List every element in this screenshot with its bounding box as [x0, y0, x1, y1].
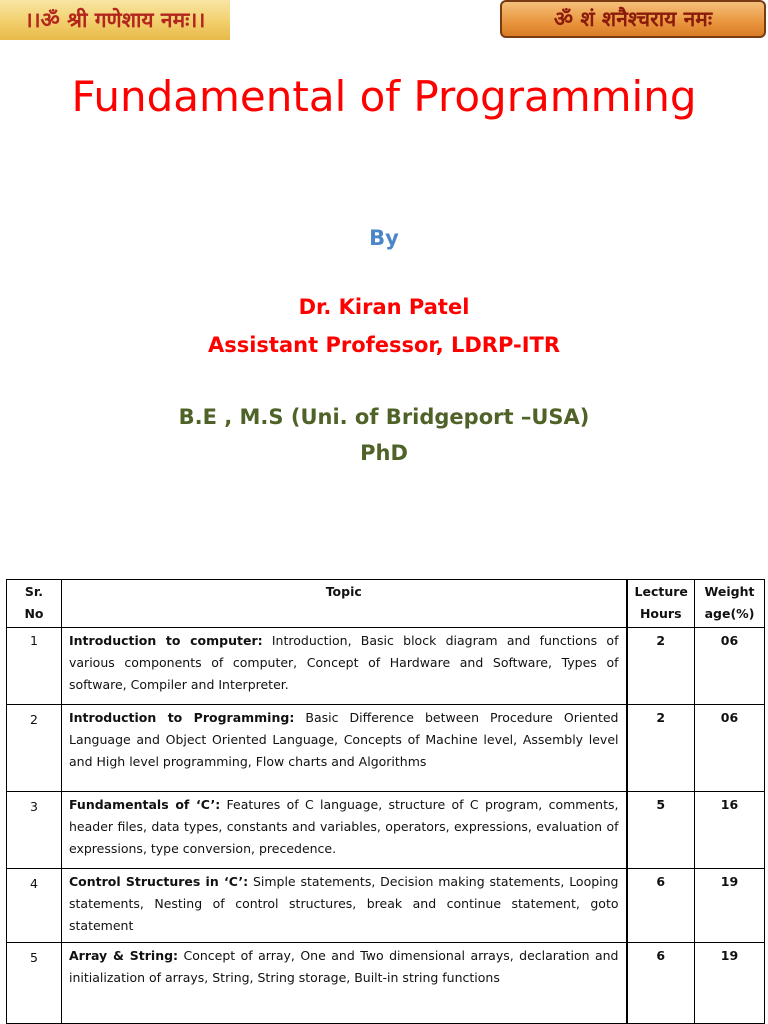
- table-row: [7, 943, 765, 1024]
- row-topic: [62, 869, 627, 943]
- row-topic: [62, 628, 627, 705]
- table-header-row: [7, 580, 765, 628]
- row-weightage: 19: [695, 943, 765, 1024]
- topic-heading: Fundamentals of ‘C’:: [69, 797, 221, 812]
- header-lecture-hours: [627, 580, 695, 628]
- author-name: Dr. Kiran Patel: [298, 295, 470, 319]
- row-srno: 1: [7, 628, 62, 705]
- author-phd: PhD: [360, 441, 408, 465]
- syllabus-table: [6, 579, 765, 1024]
- row-lecture-hours: 6: [627, 943, 695, 1024]
- header-srno-line2: No: [24, 606, 44, 621]
- header-weight-line1: Weight: [704, 584, 755, 599]
- table-row: [7, 869, 765, 943]
- row-srno: 5: [7, 943, 62, 1024]
- row-topic: [62, 792, 627, 869]
- topic-body: Concept of array, One and Two dimensional arrays, declaration and initialization of arrays, String, String storage, Built-in string functions: [69, 948, 619, 985]
- row-lecture-hours: 2: [627, 705, 695, 792]
- row-lecture-hours: 6: [627, 869, 695, 943]
- left-sanskrit-banner: [0, 0, 230, 40]
- row-weightage: 16: [695, 792, 765, 869]
- row-weightage: 19: [695, 869, 765, 943]
- table-row: [7, 792, 765, 869]
- topic-heading: Introduction to computer:: [69, 633, 263, 648]
- row-weightage: 06: [695, 628, 765, 705]
- topic-body: Features of C language, structure of C program, comments, header files, data types, constants and variables, operators, expressions, evaluation of expressions, type conversion, precedence.: [69, 797, 619, 856]
- header-hours-line2: Hours: [639, 606, 682, 621]
- topic-heading: Introduction to Programming:: [69, 710, 295, 725]
- topic-body: Basic Difference between Procedure Oriented Language and Object Oriented Language, Concepts of Machine level, Assembly level and High level programming, Flow charts and Algorithms: [69, 710, 619, 769]
- author-degree: B.E , M.S (Uni. of Bridgeport –USA): [178, 405, 590, 429]
- row-topic: [62, 705, 627, 792]
- header-weightage: [695, 580, 765, 628]
- topic-body: Introduction, Basic block diagram and functions of various components of computer, Concept of Hardware and Software, Types of software, Compiler and Interpreter.: [69, 633, 619, 692]
- left-banner-text: ।।ॐ श्री गणेशाय नमः।।: [24, 8, 206, 32]
- header-srno: [7, 580, 62, 628]
- row-lecture-hours: 2: [627, 628, 695, 705]
- author-position: Assistant Professor, LDRP-ITR: [207, 333, 561, 357]
- topic-heading: Array & String:: [69, 948, 179, 963]
- row-lecture-hours: 5: [627, 792, 695, 869]
- slide-title: Fundamental of Programming: [71, 72, 697, 121]
- by-label: By: [369, 226, 399, 250]
- header-hours-line1: Lecture: [634, 584, 688, 599]
- header-weight-line2: age(%): [704, 606, 755, 621]
- row-srno: 3: [7, 792, 62, 869]
- row-weightage: 06: [695, 705, 765, 792]
- right-sanskrit-banner: [500, 0, 766, 38]
- topic-heading: Control Structures in ‘C’:: [69, 874, 249, 889]
- header-topic: Topic: [62, 580, 627, 628]
- row-srno: 2: [7, 705, 62, 792]
- table-row: [7, 628, 765, 705]
- row-topic: [62, 943, 627, 1024]
- row-srno: 4: [7, 869, 62, 943]
- header-srno-line1: Sr.: [24, 584, 44, 599]
- table-row: [7, 705, 765, 792]
- topic-body: Simple statements, Decision making statements, Looping statements, Nesting of control structures, break and continue statement, goto statement: [69, 874, 619, 933]
- right-banner-text: ॐ शं शनैश्चराय नमः: [553, 7, 713, 31]
